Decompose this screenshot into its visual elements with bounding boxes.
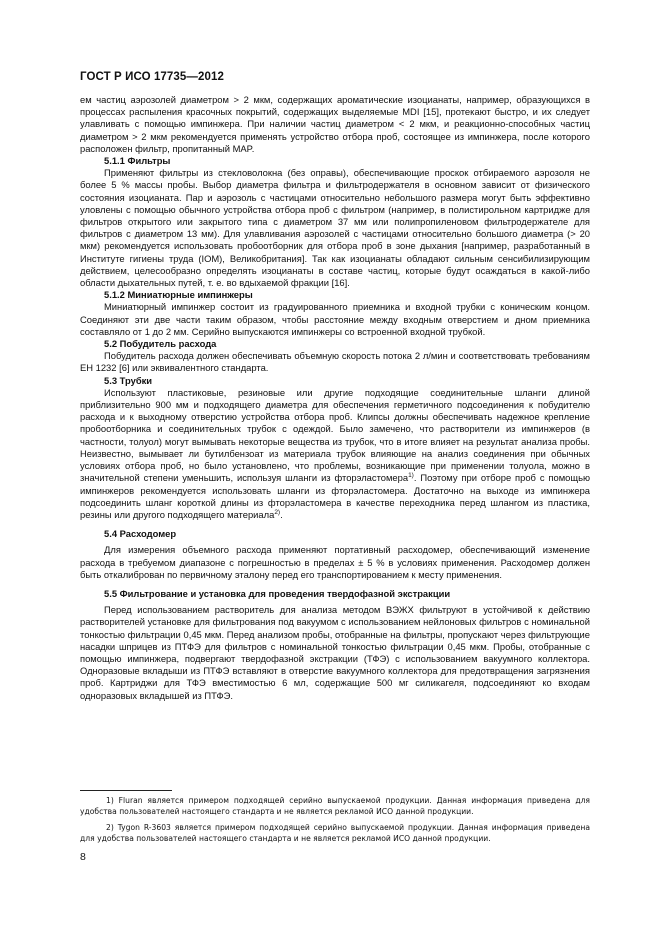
tubes-text-part-1: Используют пластиковые, резиновые или другие подходящие соединительные шланги длиной приблизительно 900 мм и подходящего диаметра для обеспечения герметичного подсоединения к побудителю расхода и к выходному отверстию устройства отбора проб. Клипсы должны обеспечивать надежное крепление пробоотборника и соединительных трубок с одеждой. Было замечено, что растворители из импинжеров (в частности, толуол) могут вымывать некоторые вещества из трубок, что в итоге влияет на результат анализа пробы. Неизвестно, вымывает ли бутилбензоат из материала трубок влияющие на анализ соединения при обычных условиях отбора проб, но было установлено, что проблемы, возникающие при применении толуола, можно в значительной степени уменьшить, используя шланги из фторэластомера	[80, 386, 590, 484]
tubes-text-part-2: . Поэтому при отборе проб с помощью импинжеров рекомендуется использовать шланги из фторэластомера. Достаточно на выходе из импинжера подсоединить шланг короткой длины из фторэластомера в качестве переходника перед шлангом из пластика, резины или другого подходящего материала	[80, 472, 590, 520]
paragraph-filters: Применяют фильтры из стекловолокна (без оправы), обеспечивающие проскок отбираемого аэрозоля не более 5 % массы пробы. Выбор диаметра фильтра и фильтродержателя в основном зависит от физического состояния изоцианата. Пар и аэрозоль с частицами относительно небольшого размера могут быть эффективно уловлены с помощью обычного устройства отбора проб с фильтром (например, в полистирольном картридже для фильтров открытого или закрытого типа с диаметром 37 мм или полипропиленовом фильтродержателе для фильтров с диаметром 13 мм). Для улавливания аэрозолей с частицами относительно большого диаметра (> 20 мкм) рекомендуется использовать пробоотборник для отбора проб в зоне дыхания [например, разработанный в Институте гигиены труда (IOM), Великобритания]. Так как изоцианаты обладают сильным сенсибилизирующим действием, целесообразно определять изоцианаты в составе частиц, которые будут осаждаться в какой-либо области дыхательных путей, т. е. во вдыхаемой фракции [16].	[80, 167, 590, 289]
footnote-ref-1: 1)	[408, 472, 414, 480]
paragraph-pump: Побудитель расхода должен обеспечивать объемную скорость потока 2 л/мин и соответствовать требованиям ЕН 1232 [6] или эквивалентного стандарта.	[80, 350, 590, 374]
footnote-ref-2: 2)	[274, 508, 281, 516]
page-header: ГОСТ Р ИСО 17735—2012	[80, 71, 225, 83]
paragraph-tubes	[80, 387, 590, 521]
heading-5-5: 5.5 Фильтрование и установка для проведения твердофазной экстракции	[104, 587, 451, 599]
footnote-1: 1) Fluran является примером подходящей серийно выпускаемой продукции. Данная информация приведена для удобства пользователей настоящего стандарта и не является рекламой ИСО данной продукции.	[80, 796, 590, 817]
page-number: 8	[80, 851, 86, 863]
paragraph-filtration: Перед использованием растворитель для анализа методом ВЭЖХ фильтруют в устойчивой к действию растворителей установке для фильтрования под вакуумом с использованием нейлоновых фильтров с номинальной тонкостью фильтрации 0,45 мкм. Перед анализом пробы, отобранные на фильтры, пропускают через фильтрующие насадки шприцев из ПТФЭ для фильтров с номинальной тонкостью фильтрации 0,45 мкм. Пробы, отобранные с помощью импинжера, подвергают твердофазной экстракции (ТФЭ) с использованием вакуумного коллектора. Одноразовые вкладыши из ПТФЭ вставляют в отверстие вакуумного коллектора для предотвращения загрязнения проб. Картриджи для ТФЭ вместимостью 6 мл, содержащие 500 мг силикагеля, подсоединяют ко входам одноразовых вкладышей из ПТФЭ.	[80, 604, 590, 701]
heading-5-2: 5.2 Побудитель расхода	[104, 338, 217, 350]
heading-5-1-2: 5.1.2 Миниатюрные импинжеры	[104, 289, 253, 301]
paragraph-impingers: Миниатюрный импинжер состоит из градуированного приемника и входной трубки с коническим концом. Соединяют эти две части таким образом, чтобы расстояние между входным отверстием и дном приемника составляло от 1 до 2 мм. Серийно выпускаются импинжеры со встроенной входной трубкой.	[80, 301, 590, 337]
paragraph-flowmeter: Для измерения объемного расхода применяют портативный расходомер, обеспечивающий изменение расхода в требуемом диапазоне с погрешностью в пределах ± 5 % в условиях применения. Расходомер должен быть откалиброван по первичному эталону перед его транспортированием к месту применения.	[80, 544, 590, 580]
main-text	[80, 94, 590, 702]
heading-5-4: 5.4 Расходомер	[104, 528, 177, 540]
heading-5-1-1: 5.1.1 Фильтры	[104, 155, 171, 167]
footnote-divider	[80, 790, 172, 791]
tubes-text-end: .	[280, 508, 283, 520]
footnotes	[80, 795, 590, 849]
heading-5-3: 5.3 Трубки	[104, 374, 153, 386]
footnote-2: 2) Tygon R-3603 является примером подходящей серийно выпускаемой продукции. Данная информация приведена для удобства пользователей настоящего стандарта и не является рекламой ИСО данной продукции.	[80, 822, 590, 844]
paragraph-intro: ем частиц аэрозолей диаметром > 2 мкм, содержащих ароматические изоцианаты, например, образующихся в процессах распыления красочных покрытий, содержащих выделяемые MDI [15], протекают быстро, и их следует улавливать с помощью импинжера. При наличии частиц диаметром < 2 мкм, и реакционно-способных частиц диаметром > 2 мкм рекомендуется применять устройство отбора проб, состоящее из импинжера, после которого расположен фильтр, пропитанный MAP.	[80, 94, 590, 154]
